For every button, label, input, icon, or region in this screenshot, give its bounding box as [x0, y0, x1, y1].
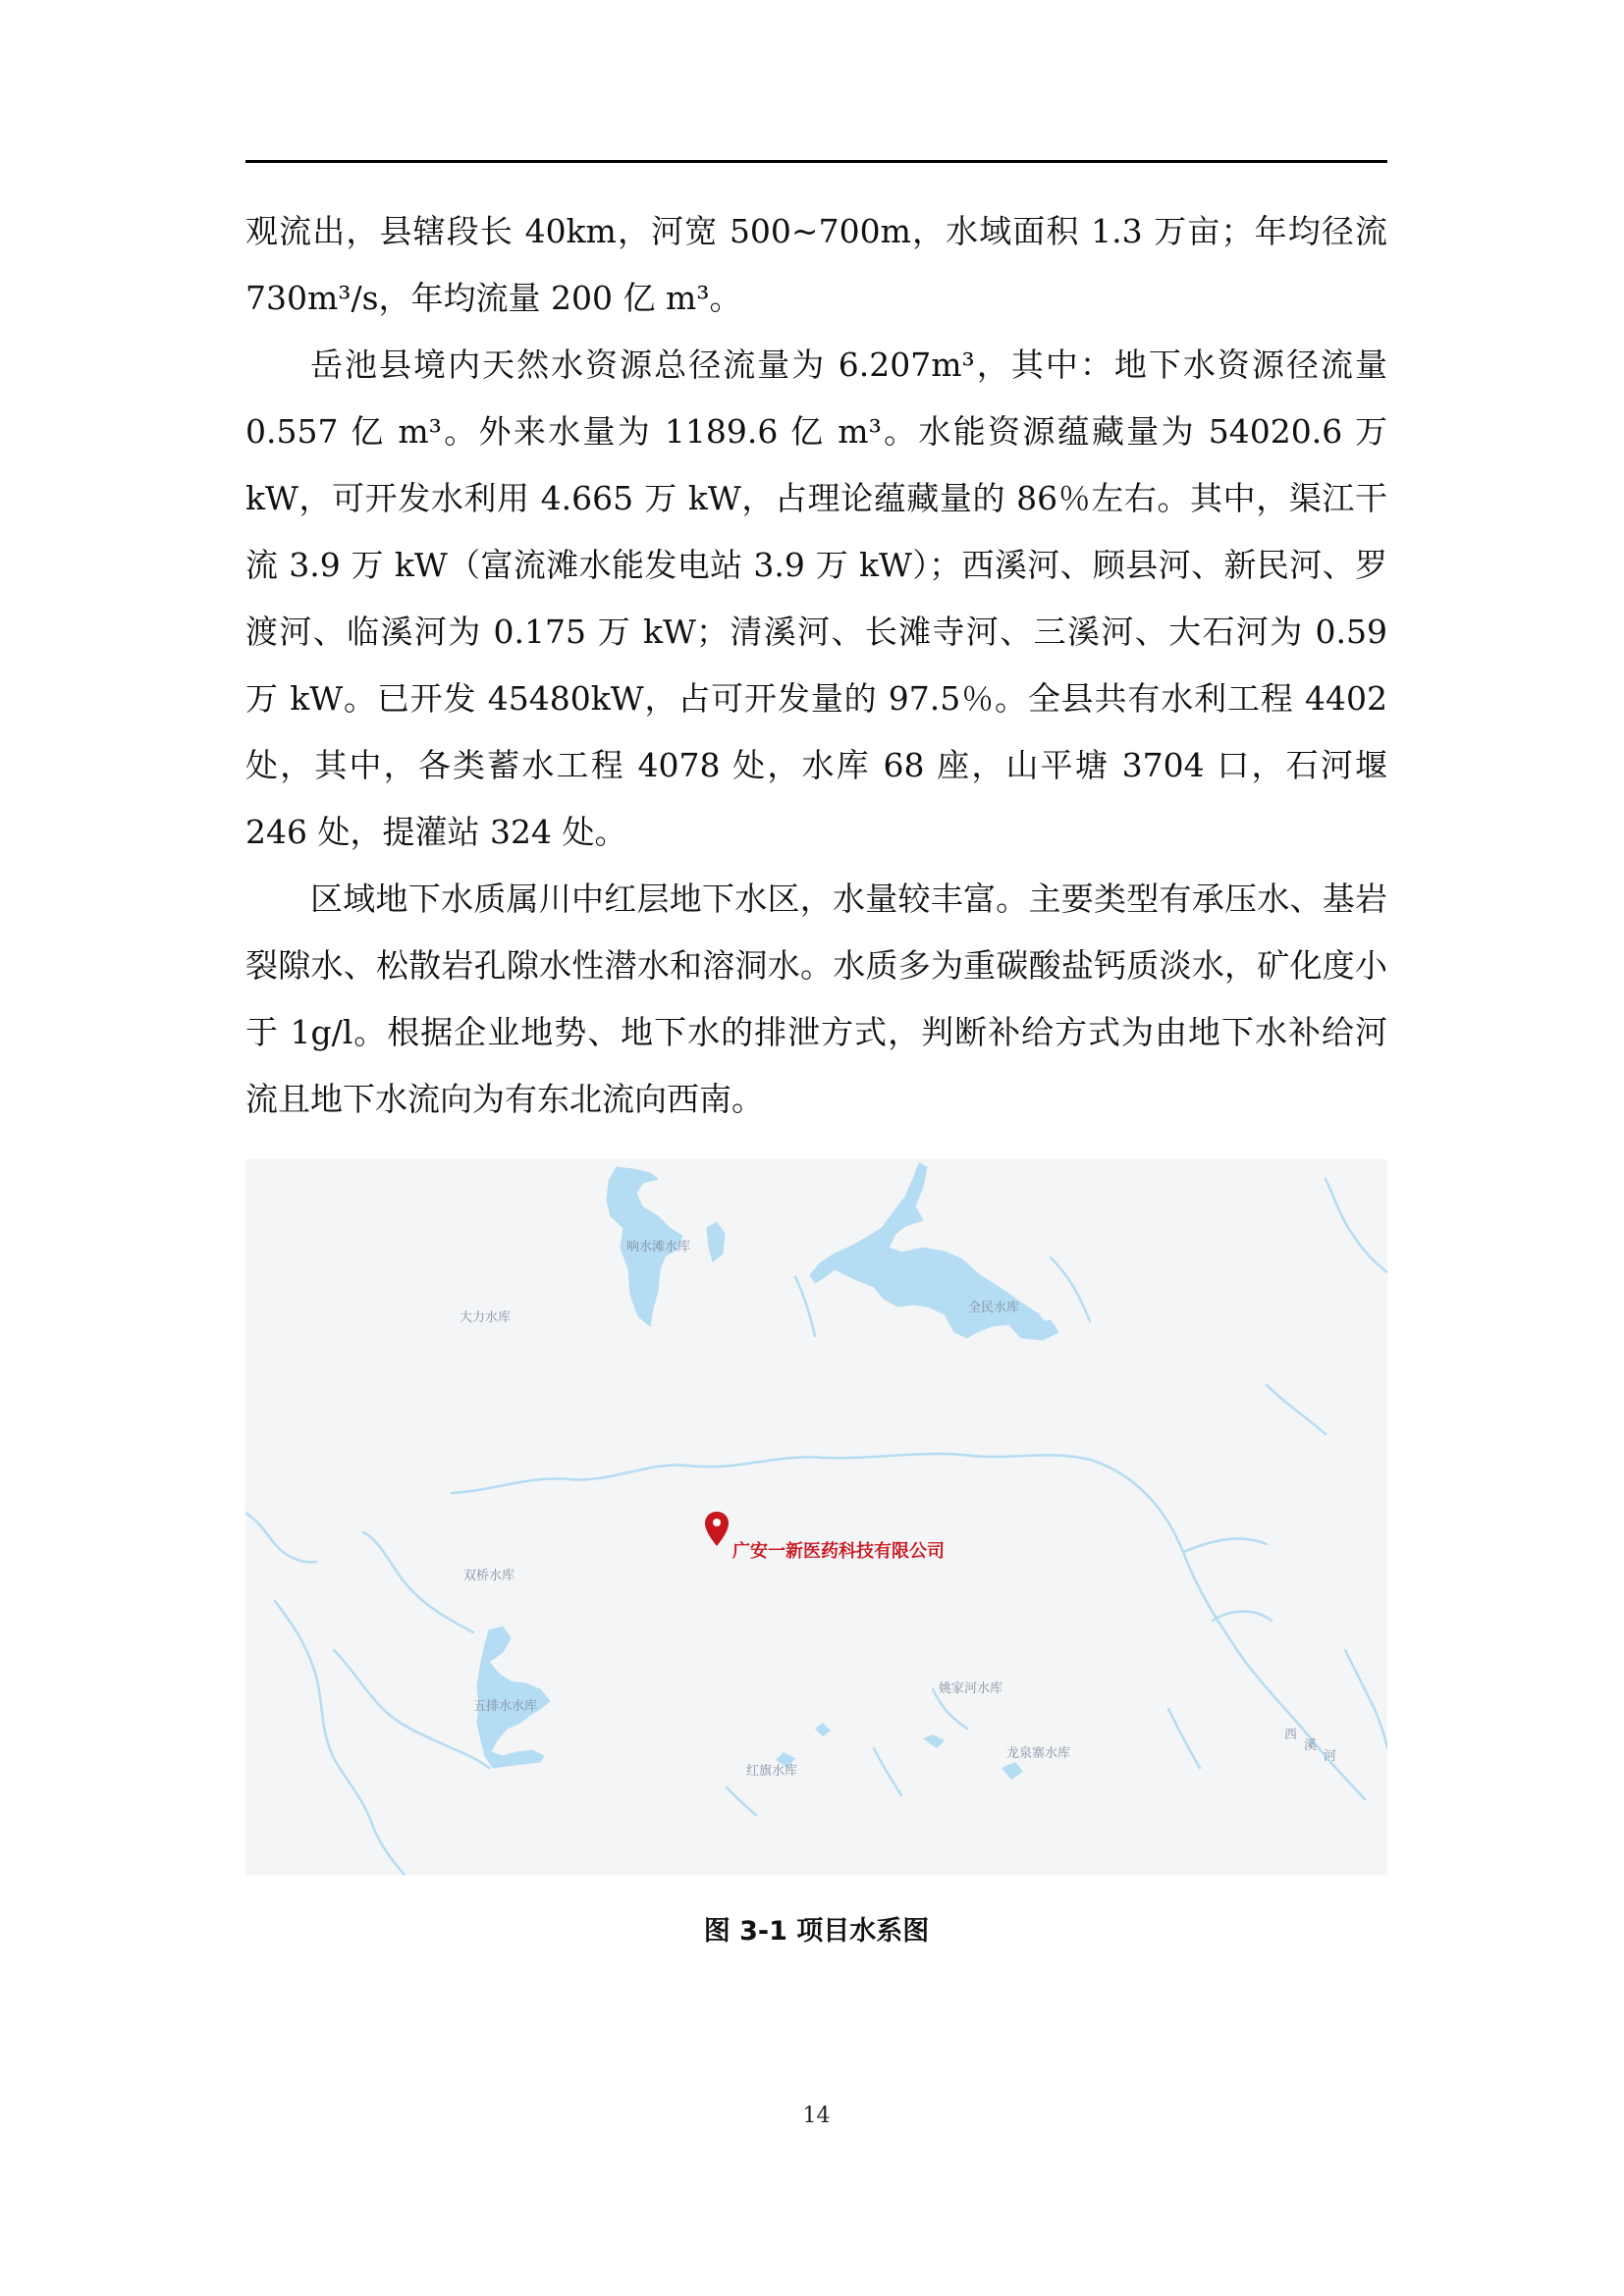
map-label-dali: 大力水库 — [460, 1310, 512, 1325]
map-water-bodies — [245, 1159, 1387, 1875]
map-label-longquan: 龙泉寨水库 — [1006, 1746, 1071, 1761]
company-location-icon — [705, 1512, 729, 1546]
paragraph-2-text: 岳池县境内天然水资源总径流量为 6.207m³，其中：地下水资源径流量 0.557 亿 m³。外来水量为 1189.6 亿 m³。水能资源蕴藏量为 54020.6 万 kW，可开发水利用 4.665 万 kW，占理论蕴藏量的 86％左右。其中，渠江干流 3.9 万 kW（富流滩水能发电站 3.9 万 kW）；西溪河、顾县河、新民河、罗渡河、临溪河为 0.175 万 kW；清溪河、长滩寺河、三溪河、大石河为 0.59 万 kW。已开发 45480kW，占可开发量的 97.5％。全县共有水利工程 4402 处，其中，各类蓄水工程 4078 处，水库 68 座，山平塘 3704 口，石河堰 246 处，提灌站 324 处。 — [245, 346, 1387, 851]
map-label-xixi-3: 河 — [1324, 1749, 1337, 1764]
map-label-xixi-1: 西 — [1284, 1728, 1298, 1742]
map-label-shuangqiao: 双桥水库 — [463, 1569, 515, 1583]
page-number: 14 — [802, 2104, 831, 2128]
water-system-map — [245, 1159, 1387, 1875]
figure-caption: 图 3-1 项目水系图 — [703, 1916, 930, 1947]
paragraph-1-text: 观流出，县辖段长 40km，河宽 500~700m，水域面积 1.3 万亩；年均径流 730m³/s，年均流量 200 亿 m³。 — [245, 212, 1387, 317]
map-label-wuzhang: 五排水水库 — [473, 1699, 538, 1714]
map-label-xixi-2: 溪 — [1304, 1738, 1318, 1753]
header-rule — [245, 160, 1387, 163]
map-label-company: 广安一新医药科技有限公司 — [732, 1541, 945, 1562]
map-label-yaojiahe: 姚家河水库 — [939, 1682, 1003, 1696]
paragraph-3 — [245, 866, 1387, 1133]
map-label-quanmin: 全民水库 — [968, 1301, 1020, 1315]
map-label-hongqi: 红旗水库 — [746, 1764, 798, 1779]
paragraph-2 — [245, 332, 1387, 866]
paragraph-3-text: 区域地下水质属川中红层地下水区，水量较丰富。主要类型有承压水、基岩裂隙水、松散岩孔隙水性潜水和溶洞水。水质多为重碳酸盐钙质淡水，矿化度小于 1g/l。根据企业地势、地下水的排泄方式，判断补给方式为由地下水补给河流且地下水流向为有东北流向西南。 — [245, 880, 1387, 1118]
map-label-xiangshuitan: 响水滩水库 — [626, 1240, 691, 1255]
paragraph-1 — [245, 198, 1387, 332]
